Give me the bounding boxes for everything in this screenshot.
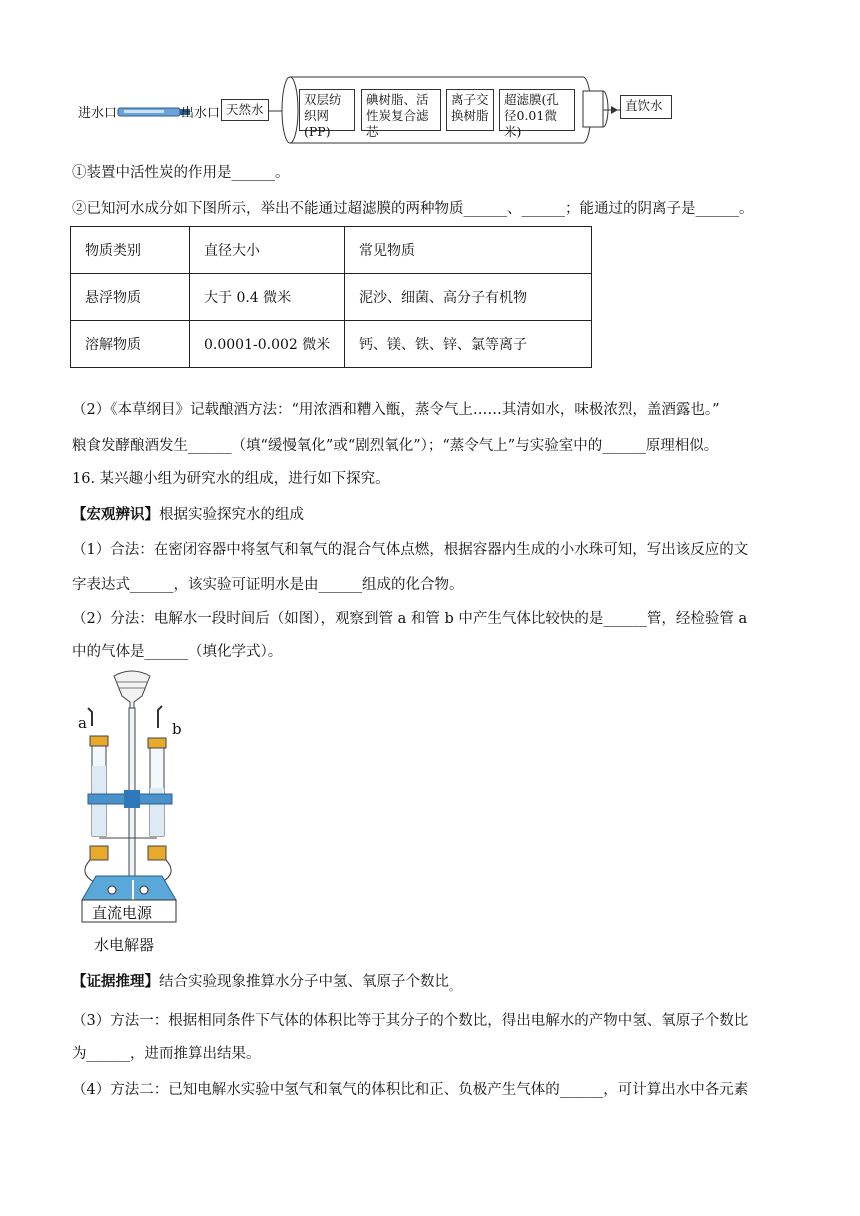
river-water-table bbox=[70, 226, 592, 368]
part-2-line-1: （2）分法：电解水一段时间后（如图），观察到管 a 和管 b 中产生气体比较快的是______管，经检验管 a bbox=[72, 611, 748, 627]
table-header: 常见物质 bbox=[345, 227, 592, 274]
power-source-label: 直流电源 bbox=[92, 904, 153, 922]
natural-water-box: 天然水 bbox=[221, 99, 269, 121]
section-text: 根据实验探究水的组成 bbox=[159, 507, 304, 523]
water-electrolyzer-figure bbox=[72, 668, 182, 962]
tube-b-label: b bbox=[172, 720, 182, 738]
table-row bbox=[71, 274, 592, 321]
part-1-line-1: （1）合法：在密闭容器中将氢气和氧气的混合气体点燃，根据容器内生成的小水珠可知，写出该反应的文 bbox=[72, 542, 749, 558]
question-1-1: ①装置中活性炭的作用是______。 bbox=[72, 165, 290, 181]
section-tag: 【证据推理】 bbox=[72, 973, 159, 990]
table-header: 物质类别 bbox=[71, 227, 190, 274]
part-3-line-1: （3）方法一：根据相同条件下气体的体积比等于其分子的个数比，得出电解水的产物中氢、氧原子个数比 bbox=[72, 1013, 749, 1029]
tube-a-label: a bbox=[78, 714, 87, 732]
figure-caption: 水电解器 bbox=[94, 936, 155, 954]
section-macro-heading bbox=[72, 505, 304, 525]
question-16-title: 16. 某兴趣小组为研究水的组成，进行如下探究。 bbox=[72, 471, 390, 487]
section-tag: 【宏观辨识】 bbox=[72, 506, 159, 523]
question-2-line-1: （2）《本草纲目》记载酿酒方法：“用浓酒和糟入甑，蒸令气上……其清如水，味极浓烈，盖酒露也。” bbox=[72, 402, 720, 418]
part-1-line-2: 字表达式______，该实验可证明水是由______组成的化合物。 bbox=[72, 577, 464, 593]
section-evidence-heading bbox=[72, 972, 460, 997]
table-cell: 钙、镁、铁、锌、氯等离子 bbox=[345, 321, 592, 368]
table-cell: 溶解物质 bbox=[71, 321, 190, 368]
inlet-label: 进水口 bbox=[78, 106, 118, 121]
table-cell: 大于 0.4 微米 bbox=[190, 274, 345, 321]
part-2-line-2: 中的气体是______（填化学式）。 bbox=[72, 644, 283, 660]
section-end-mark: 。 bbox=[449, 980, 460, 993]
pp-mesh-stage: 双层纺织网(PP) bbox=[299, 89, 355, 131]
table-header: 直径大小 bbox=[190, 227, 345, 274]
drinking-water-box: 直饮水 bbox=[620, 95, 672, 119]
ion-exchange-stage: 离子交换树脂 bbox=[446, 89, 494, 131]
table-cell: 0.0001-0.002 微米 bbox=[190, 321, 345, 368]
part-3-line-2: 为______，进而推算出结果。 bbox=[72, 1046, 261, 1062]
section-text: 结合实验现象推算水分子中氢、氧原子个数比 bbox=[159, 974, 449, 990]
table-row bbox=[71, 321, 592, 368]
table-header-row bbox=[71, 227, 592, 274]
table-cell: 悬浮物质 bbox=[71, 274, 190, 321]
question-2-line-2: 粮食发酵酿酒发生______（填“缓慢氧化”或“剧烈氧化”）；“蒸令气上”与实验室中的______原理相似。 bbox=[72, 438, 719, 454]
outlet-label: 出水口 bbox=[181, 106, 221, 121]
question-1-2: ②已知河水成分如下图所示，举出不能通过超滤膜的两种物质______、______；能通过的阴离子是______。 bbox=[72, 201, 754, 217]
carbon-filter-stage: 碘树脂、活性炭复合滤芯 bbox=[361, 89, 441, 131]
part-4-line-1: （4）方法二：已知电解水实验中氢气和氧气的体积比和正、负极产生气体的______，可计算出水中各元素 bbox=[72, 1082, 749, 1098]
ultrafiltration-stage: 超滤膜(孔径0.01微米) bbox=[499, 89, 575, 131]
table-cell: 泥沙、细菌、高分子有机物 bbox=[345, 274, 592, 321]
